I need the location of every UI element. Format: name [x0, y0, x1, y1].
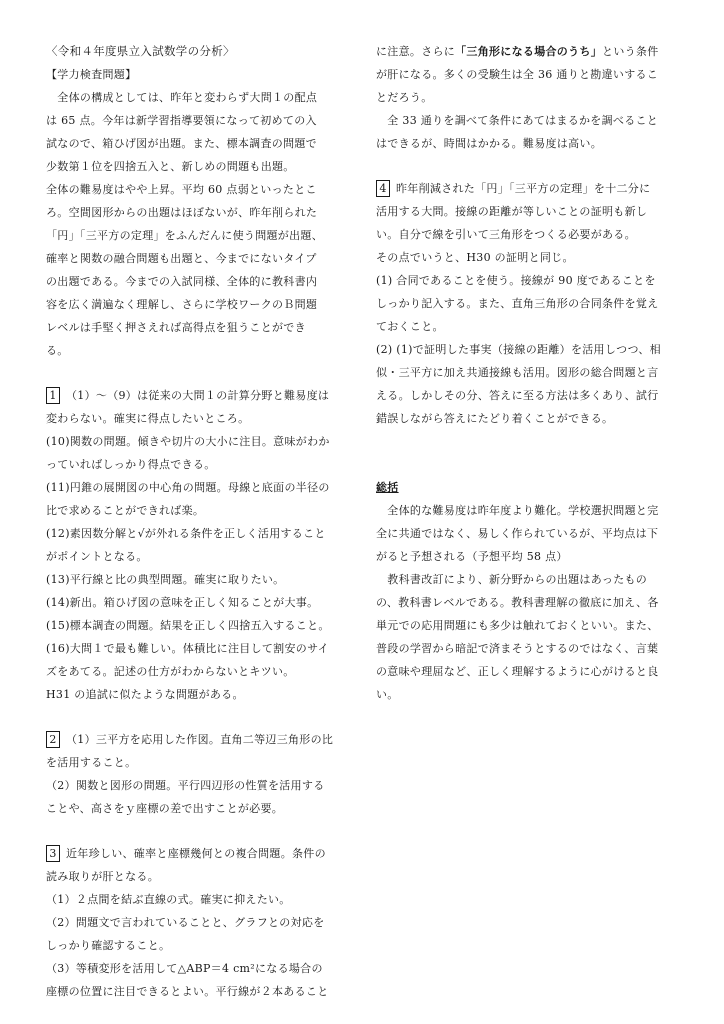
text-line: 座標の位置に注目できるとよい。平行線が２本あること: [46, 985, 329, 998]
summary-section: [376, 476, 680, 706]
text-line: （1）三平方を応用した作図。直角二等辺三角形の比: [66, 733, 334, 746]
left-column: [46, 40, 352, 1003]
text-line: 少数第１位を四捨五入と、新しめの問題も出題。: [46, 160, 295, 173]
text-line: は 65 点。今年は新学習指導要領になって初めての入: [46, 114, 317, 127]
text-line: ことや、高さをｙ座標の差で出すことが必要。: [46, 802, 284, 815]
text-line: 昨年削減された「円」「三平方の定理」を十二分に: [396, 182, 651, 195]
text-line: が肝になる。多くの受験生は全 36 通りと勘違いするこ: [376, 68, 659, 81]
question-number-box: 2: [46, 731, 60, 748]
question-3-continued: [376, 40, 680, 155]
text-line: い。自分で線を引いて三角形をつくる必要がある。: [376, 228, 636, 241]
text-line: しっかり記入する。また、直角三角形の合同条件を覚え: [376, 297, 659, 310]
text-line: (1) 合同であることを使う。接線が 90 度であることを: [376, 274, 656, 287]
question-4-section: [376, 177, 680, 430]
text-line: 試なので、箱ひげ図が出題。また、標本調査の問題で: [46, 137, 317, 150]
text-line: がると予想される（予想平均 58 点）: [376, 550, 568, 563]
section-label: 【学力検査問題】: [46, 68, 137, 81]
intro-paragraph: [46, 86, 352, 362]
text-line: 近年珍しい、確率と座標幾何との複合問題。条件の: [66, 847, 326, 860]
document-title: 〈令和４年度県立入試数学の分析〉: [46, 44, 235, 58]
text-line: (14)新出。箱ひげ図の意味を正しく知ることが大事。: [46, 596, 319, 609]
text-line: に注意。さらに: [376, 45, 456, 58]
text-line: 全に共通ではなく、易しく作られているが、平均点は下: [376, 527, 659, 540]
text-line: (2) (1)で証明した事実（接線の距離）を活用しつつ、相: [376, 343, 661, 356]
text-line: っていればしっかり得点できる。: [46, 458, 216, 471]
text-line: という条件: [602, 45, 659, 58]
text-line: レベルは手堅く押さえれば高得点を狙うことができ: [46, 321, 306, 334]
text-line: 読み取りが肝となる。: [46, 870, 159, 883]
summary-heading: 総括: [376, 481, 399, 494]
text-line: 「円」「三平方の定理」をふんだんに使う問題が出題、: [46, 229, 323, 242]
text-line: がポイントとなる。: [46, 550, 148, 563]
text-line: (15)標本調査の問題。結果を正しく四捨五入すること。: [46, 619, 330, 632]
text-line: （2）問題文で言われていることと、グラフとの対応を: [46, 916, 325, 929]
question-number-box: 1: [46, 387, 60, 404]
text-line: 容を広く満遍なく理解し、さらに学校ワークのＢ問題: [46, 298, 318, 311]
text-line: 全 33 通りを調べて条件にあてはまるかを調べること: [376, 114, 659, 127]
text-line: (11)円錐の展開図の中心角の問題。母線と底面の半径の: [46, 481, 330, 494]
text-line: とだろう。: [376, 91, 433, 104]
text-line: 教科書改訂により、新分野からの出題はあったもの: [376, 573, 648, 586]
text-line: の出題である。今までの入試同様、全体的に教科書内: [46, 275, 318, 288]
text-line: (10)関数の問題。傾きや切片の大小に注目。意味がわか: [46, 435, 330, 448]
text-line: る。: [46, 344, 69, 357]
text-line: （2）関数と図形の問題。平行四辺形の性質を活用する: [46, 779, 325, 792]
text-line: 活用する大問。接線の距離が等しいことの証明も新し: [376, 205, 648, 218]
text-line: （1）２点間を結ぶ直線の式。確実に抑えたい。: [46, 893, 291, 906]
text-line: 単元での応用問題にも多少は触れておくといい。また、: [376, 619, 659, 632]
emphasis-text: 「三角形になる場合のうち」: [455, 45, 603, 58]
text-line: ろ。空間図形からの出題はほぼないが、昨年削られた: [46, 206, 318, 219]
text-line: （1）～（9）は従来の大問１の計算分野と難易度は: [66, 389, 330, 402]
question-1-section: [46, 384, 352, 706]
text-line: える。しかしその分、答えに至る方法は多くあり、試行: [376, 389, 659, 402]
right-column: [376, 40, 680, 706]
text-line: 確率と関数の融合問題も出題と、今までにないタイプ: [46, 252, 317, 265]
text-line: 全体的な難易度は昨年度より難化。学校選択問題と完: [376, 504, 659, 517]
text-line: を活用すること。: [46, 756, 137, 769]
text-line: 普段の学習から暗記で済まそうとするのではなく、言葉: [376, 642, 659, 655]
question-number-box: 3: [46, 845, 60, 862]
text-line: しっかり確認すること。: [46, 939, 171, 952]
text-line: はできるが、時間はかかる。難易度は高い。: [376, 137, 602, 150]
text-line: の、教科書レベルである。教科書理解の徹底に加え、各: [376, 596, 659, 609]
text-line: 錯誤しながら答えにたどり着くことができる。: [376, 412, 614, 425]
question-number-box: 4: [376, 180, 390, 197]
question-2-section: [46, 728, 352, 820]
text-line: (12)素因数分解と√が外れる条件を正しく活用すること: [46, 527, 326, 540]
text-line: (13)平行線と比の典型問題。確実に取りたい。: [46, 573, 285, 586]
text-line: （3）等積変形を活用して△ABP＝4 cm²になる場合の: [46, 962, 323, 975]
text-line: (16)大問１で最も難しい。体積比に注目して割安のサイ: [46, 642, 329, 655]
text-line: ズをあてる。記述の仕方がわからないとキツい。: [46, 665, 295, 678]
text-line: い。: [376, 688, 399, 701]
text-line: その点でいうと、H30 の証明と同じ。: [376, 251, 574, 264]
text-line: ておくこと。: [376, 320, 444, 333]
text-line: H31 の追試に似たような問題がある。: [46, 688, 244, 701]
text-line: の意味や理屈など、正しく理解するように心がけると良: [376, 665, 659, 678]
text-line: 全体の構成としては、昨年と変わらず大問１の配点: [46, 91, 318, 104]
text-line: 比で求めることができれば楽。: [46, 504, 205, 517]
text-line: 全体の難易度はやや上昇。平均 60 点弱といったとこ: [46, 183, 317, 196]
text-line: 変わらない。確実に得点したいところ。: [46, 412, 250, 425]
question-3-section: [46, 842, 352, 1003]
text-line: 似・三平方に加え共通接線も活用。図形の総合問題と言: [376, 366, 659, 379]
